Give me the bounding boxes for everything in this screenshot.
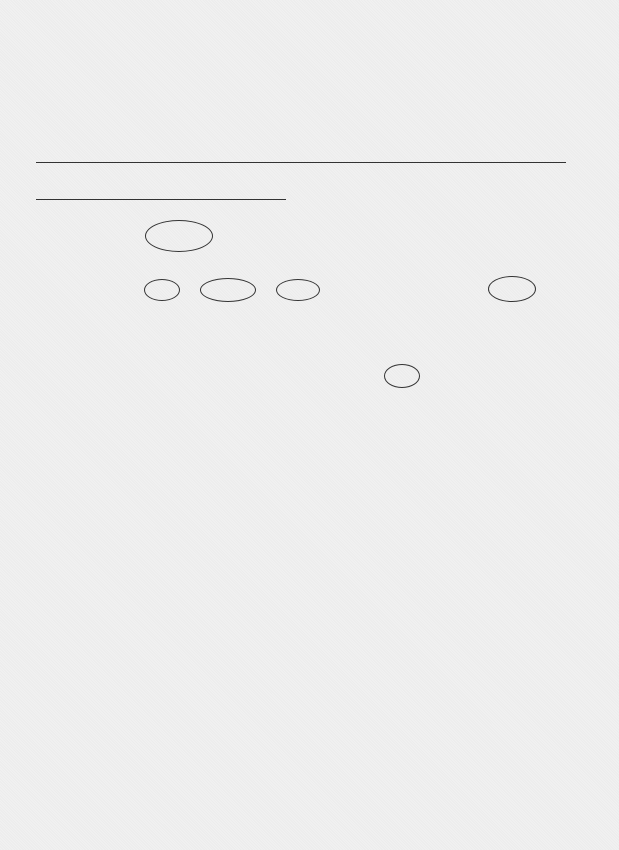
selected-circle-q4 xyxy=(384,364,420,388)
selected-circle-q2-price xyxy=(144,279,180,301)
selected-circle-q2-sales xyxy=(200,278,256,302)
selected-circle-q1 xyxy=(145,220,213,252)
selected-circle-q2-explanation xyxy=(276,279,320,301)
selected-circle-q2-other xyxy=(488,276,536,302)
project-name-underline xyxy=(36,162,566,163)
amount-underline xyxy=(36,199,286,200)
